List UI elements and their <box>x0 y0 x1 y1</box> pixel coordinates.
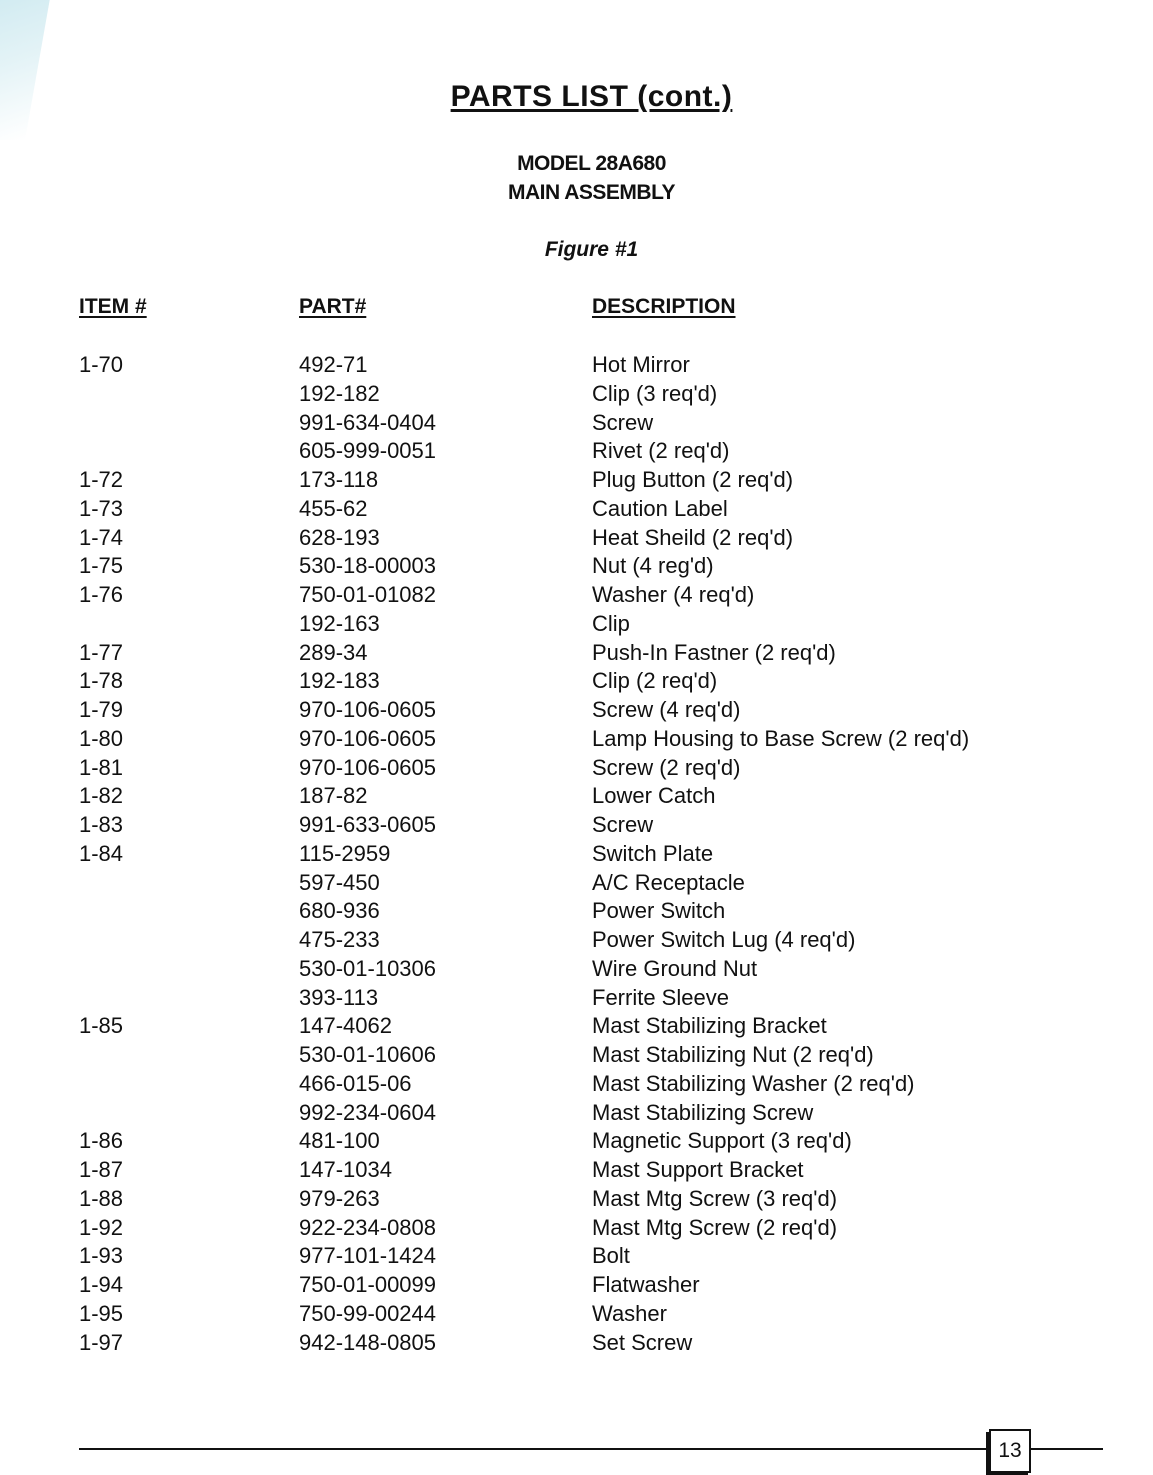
page-number: 13 <box>998 1439 1022 1462</box>
part-number: 530-01-10306 <box>299 955 437 981</box>
part-description: Bolt <box>592 1243 630 1269</box>
part-number: 750-99-00244 <box>299 1300 437 1326</box>
table-row <box>79 380 1139 409</box>
footer-rule-right <box>1031 1448 1103 1450</box>
part-number: 481-100 <box>299 1128 380 1154</box>
table-row <box>79 1070 1139 1099</box>
table-row <box>79 581 1139 610</box>
part-number: 922-234-0808 <box>299 1214 437 1240</box>
part-number: 147-4062 <box>299 1013 392 1039</box>
table-row <box>79 552 1139 581</box>
part-description: Clip (2 req'd) <box>592 668 718 694</box>
part-number: 992-234-0604 <box>299 1099 437 1125</box>
item-number: 1-79 <box>79 697 124 722</box>
part-description: Rivet (2 req'd) <box>592 438 730 464</box>
part-description: A/C Receptacle <box>592 869 745 895</box>
table-row <box>79 639 1139 668</box>
part-description: Washer (4 req'd) <box>592 582 755 607</box>
scan-edge-tint <box>0 0 55 140</box>
table-row <box>79 351 1139 380</box>
part-description: Washer <box>592 1300 667 1326</box>
part-description: Power Switch Lug (4 req'd) <box>592 927 856 952</box>
part-number: 605-999-0051 <box>299 438 437 464</box>
item-number: 1-94 <box>79 1272 124 1297</box>
table-row <box>79 495 1139 524</box>
table-row <box>79 524 1139 553</box>
table-row <box>79 840 1139 869</box>
part-description: Clip <box>592 610 630 636</box>
part-number: 680-936 <box>299 898 380 924</box>
part-number: 192-163 <box>299 610 380 636</box>
part-description: Mast Mtg Screw (3 req'd) <box>592 1185 838 1211</box>
table-row <box>79 437 1139 466</box>
table-row <box>79 1041 1139 1070</box>
item-number: 1-88 <box>79 1185 124 1211</box>
table-row <box>79 466 1139 495</box>
part-description: Caution Label <box>592 495 728 521</box>
part-description: Screw (4 req'd) <box>592 697 741 722</box>
table-row <box>79 1127 1139 1156</box>
part-description: Screw (2 req'd) <box>592 754 741 780</box>
parts-table <box>79 351 1139 1357</box>
part-description: Push-In Fastner (2 req'd) <box>592 639 836 665</box>
part-number: 979-263 <box>299 1185 380 1211</box>
page-number-box <box>989 1429 1031 1473</box>
part-number: 530-01-10606 <box>299 1042 437 1067</box>
table-row <box>79 1214 1139 1243</box>
part-number: 115-2959 <box>299 840 391 866</box>
part-number: 970-106-0605 <box>299 697 437 722</box>
item-number: 1-77 <box>79 639 124 665</box>
table-row <box>79 897 1139 926</box>
table-row <box>79 754 1139 783</box>
item-number: 1-70 <box>79 352 124 377</box>
part-number: 970-106-0605 <box>299 725 437 751</box>
table-row <box>79 725 1139 754</box>
table-row <box>79 1185 1139 1214</box>
part-number: 628-193 <box>299 524 380 550</box>
part-description: Lower Catch <box>592 783 716 809</box>
part-description: Mast Support Bracket <box>592 1157 804 1182</box>
part-number: 530-18-00003 <box>299 553 437 579</box>
part-number: 173-118 <box>299 467 379 492</box>
part-number: 970-106-0605 <box>299 754 437 780</box>
part-number: 455-62 <box>299 495 368 521</box>
model-heading: MODEL 28A680 <box>517 152 666 175</box>
item-number: 1-81 <box>79 754 124 780</box>
part-number: 492-71 <box>299 352 368 377</box>
part-description: Mast Stabilizing Bracket <box>592 1013 827 1039</box>
part-number: 475-233 <box>299 927 380 952</box>
part-number: 192-183 <box>299 668 380 694</box>
assembly-heading: MAIN ASSEMBLY <box>508 181 675 204</box>
item-number: 1-97 <box>79 1329 124 1355</box>
table-row <box>79 1300 1139 1329</box>
item-number: 1-80 <box>79 725 124 751</box>
table-row <box>79 1099 1139 1128</box>
column-header-description: DESCRIPTION <box>592 295 736 318</box>
column-header-item: ITEM # <box>79 295 147 318</box>
table-row <box>79 610 1139 639</box>
table-row <box>79 869 1139 898</box>
part-number: 187-82 <box>299 783 368 809</box>
part-description: Wire Ground Nut <box>592 955 758 981</box>
table-row <box>79 1271 1139 1300</box>
item-number: 1-75 <box>79 553 124 579</box>
page-title: PARTS LIST (cont.) <box>450 80 733 113</box>
item-number: 1-86 <box>79 1128 124 1154</box>
part-description: Hot Mirror <box>592 352 690 377</box>
table-row <box>79 955 1139 984</box>
part-description: Magnetic Support (3 req'd) <box>592 1128 852 1154</box>
table-row <box>79 667 1139 696</box>
table-row <box>79 696 1139 725</box>
part-description: Power Switch <box>592 898 726 924</box>
item-number: 1-72 <box>79 467 124 492</box>
table-row <box>79 984 1139 1013</box>
table-row <box>79 409 1139 438</box>
item-number: 1-73 <box>79 495 124 521</box>
part-description: Nut (4 reg'd) <box>592 553 714 579</box>
table-row <box>79 1329 1139 1358</box>
table-row <box>79 811 1139 840</box>
part-description: Ferrite Sleeve <box>592 984 729 1010</box>
footer-rule-left <box>79 1448 989 1450</box>
part-number: 192-182 <box>299 380 380 406</box>
part-number: 991-633-0605 <box>299 812 437 837</box>
item-number: 1-95 <box>79 1300 124 1326</box>
part-number: 393-113 <box>299 984 379 1010</box>
item-number: 1-93 <box>79 1243 124 1269</box>
item-number: 1-83 <box>79 812 124 837</box>
part-description: Mast Stabilizing Nut (2 req'd) <box>592 1042 874 1067</box>
part-description: Screw <box>592 812 654 837</box>
column-header-part: PART# <box>299 295 367 318</box>
item-number: 1-82 <box>79 783 124 809</box>
item-number: 1-87 <box>79 1157 124 1182</box>
part-number: 147-1034 <box>299 1157 392 1182</box>
part-description: Flatwasher <box>592 1272 700 1297</box>
table-row <box>79 1156 1139 1185</box>
item-number: 1-85 <box>79 1013 124 1039</box>
part-number: 991-634-0404 <box>299 409 437 435</box>
part-description: Mast Stabilizing Washer (2 req'd) <box>592 1070 915 1096</box>
figure-label: Figure #1 <box>544 238 639 261</box>
part-description: Plug Button (2 req'd) <box>592 467 794 492</box>
part-number: 750-01-01082 <box>299 582 437 607</box>
part-description: Mast Stabilizing Screw <box>592 1099 814 1125</box>
table-row <box>79 782 1139 811</box>
item-number: 1-74 <box>79 524 124 550</box>
item-number: 1-78 <box>79 668 124 694</box>
part-number: 289-34 <box>299 639 368 665</box>
item-number: 1-84 <box>79 840 124 866</box>
item-number: 1-92 <box>79 1214 124 1240</box>
part-number: 750-01-00099 <box>299 1272 437 1297</box>
table-row <box>79 1012 1139 1041</box>
part-description: Screw <box>592 409 654 435</box>
part-number: 597-450 <box>299 869 380 895</box>
part-description: Heat Sheild (2 req'd) <box>592 524 794 550</box>
part-description: Mast Mtg Screw (2 req'd) <box>592 1214 838 1240</box>
part-description: Lamp Housing to Base Screw (2 req'd) <box>592 725 970 751</box>
part-description: Switch Plate <box>592 840 714 866</box>
table-row <box>79 926 1139 955</box>
item-number: 1-76 <box>79 582 124 607</box>
table-row <box>79 1242 1139 1271</box>
part-number: 942-148-0805 <box>299 1329 437 1355</box>
part-description: Set Screw <box>592 1329 693 1355</box>
part-number: 466-015-06 <box>299 1070 412 1096</box>
part-number: 977-101-1424 <box>299 1243 437 1269</box>
part-description: Clip (3 req'd) <box>592 380 718 406</box>
